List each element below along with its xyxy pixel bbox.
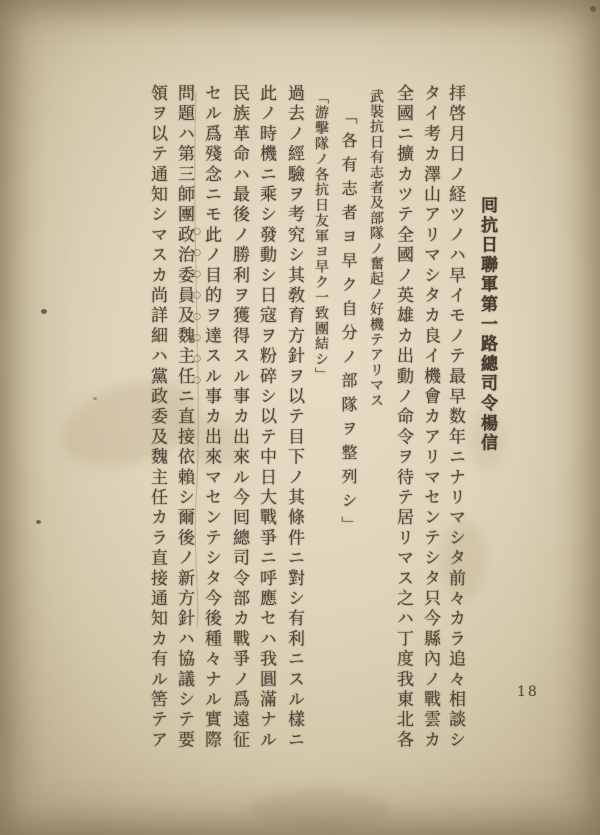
text-column-8: 此ノ時機ニ乘シ發動シ日寇ヲ粉碎シ以テ中日大戰爭ニ呼應セハ我圓滿ナル (256, 84, 276, 751)
text-column-6: 「游擊隊ノ各抗日友軍ヨ早ク一致團結シ」 (313, 90, 329, 383)
page-number: 18 (517, 684, 539, 700)
text-column-9: 民族革命ハ最後ノ勝利ヲ獲得スル事カ出來ル今囘總司令部カ戰爭ノ爲遠征 (229, 84, 249, 751)
text-column-2: タイ考カ澤山アリマシタカ良イ機會カアリマセンテシタ只今縣內ノ戰雲カ (420, 84, 440, 751)
text-column-5: 「各有志者ヨ早ク自分ノ部隊ヲ整列シ」 (339, 108, 358, 540)
stain-mark (250, 790, 390, 830)
speck (41, 309, 47, 314)
text-column-12: 領ヲ以テ通知シマスカ尚詳細ハ黨政委及魏主任カラ直接通知カ有ル筈テア (147, 84, 167, 751)
text-column-3: 全國ニ擴カツテ全國ノ英雄カ出動ノ命令ヲ待テ居リマス之ハ丁度我東北各 (393, 84, 413, 751)
speck (36, 520, 41, 524)
text-column-7: 過去ノ經驗ヲ考究シ其敎育方針ヲ以テ目下ノ其條件ニ對シ有利ニスル樣ニ (284, 84, 304, 751)
speck (590, 6, 596, 12)
emphasis-marks: ○○○○○○○○ (192, 227, 202, 397)
text-column-4: 武裝抗日有志者及部隊ノ奮起ノ好機テアリマス (368, 89, 384, 409)
text-column-11: 問題ハ第三師團政治委員及魏主任ニ直接依賴シ爾後ノ新方針ハ協議シテ要 (174, 84, 194, 751)
speck (93, 397, 97, 400)
text-column-1: 拝啓月日ノ経ツノハ早イモノテ最早数年ニナリマシタ前々カラ追々相談シ (445, 84, 465, 751)
document-title-column: 囘抗日聯軍第一路總司令楊信 (477, 196, 497, 454)
text-column-10: セル爲殘念ニモ此ノ目的ヲ達スル事カ出來マセンテシタ今後種々ナル實際 (201, 84, 221, 751)
